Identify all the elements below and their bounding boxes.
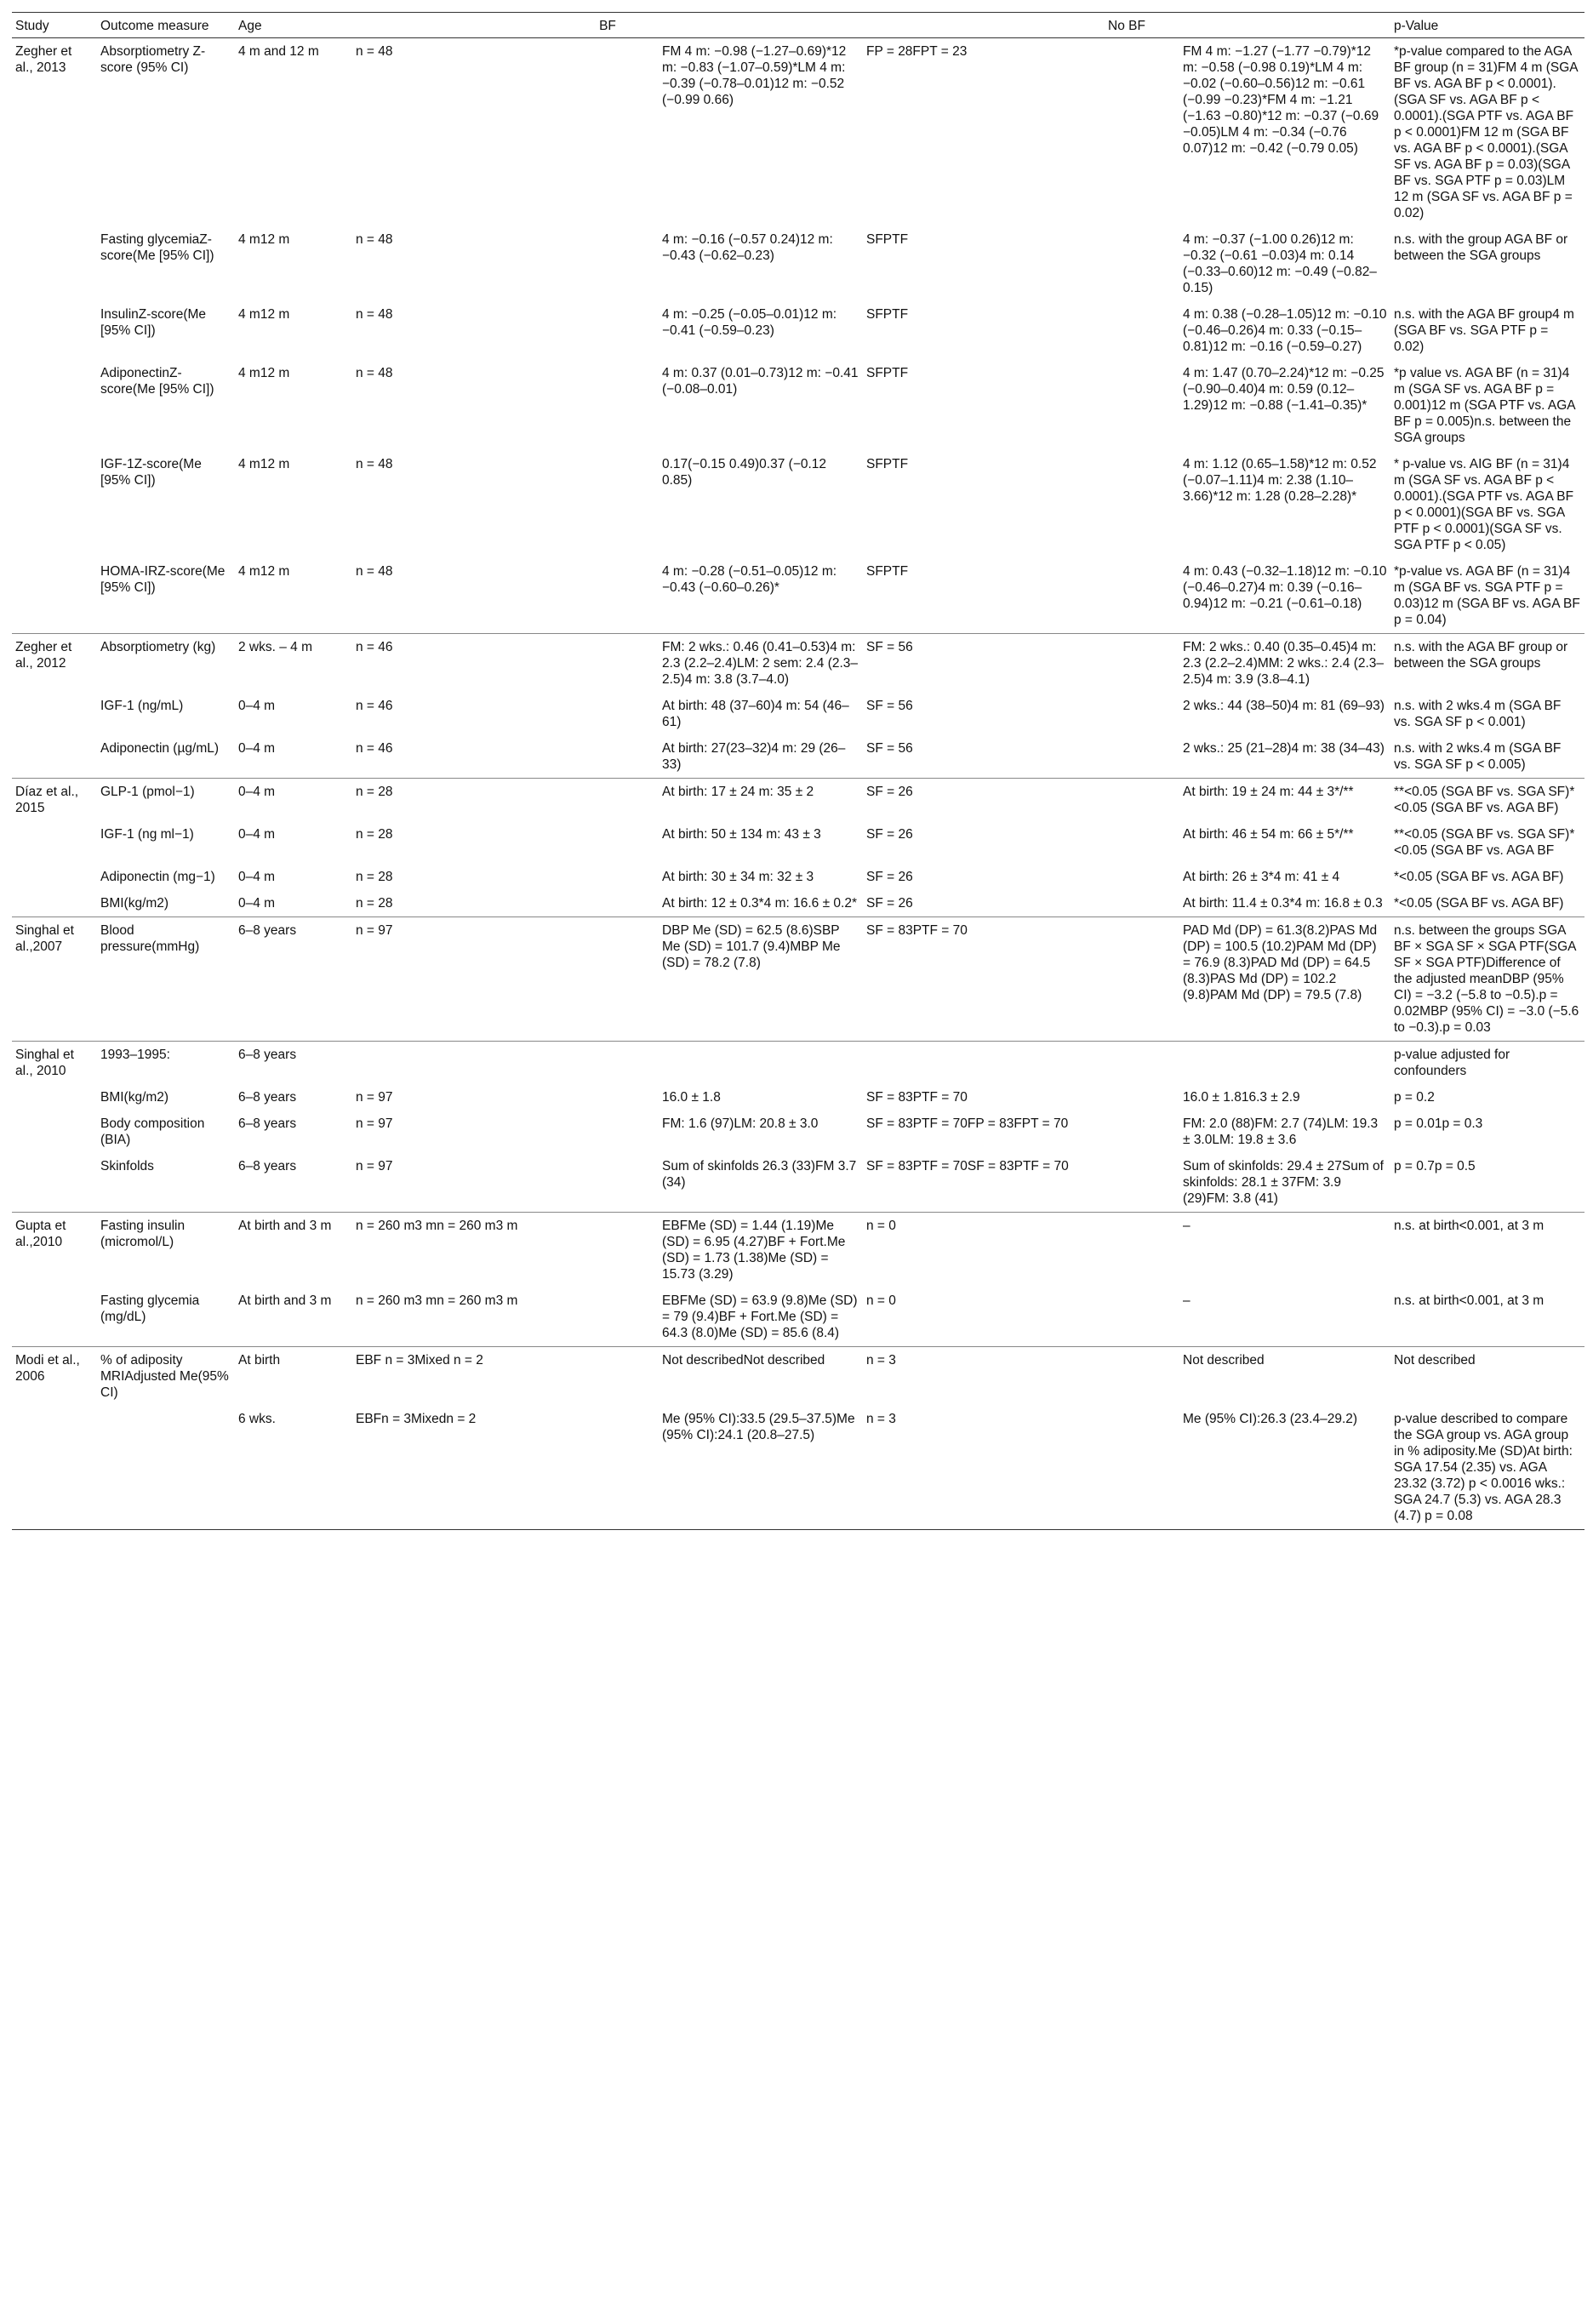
cell-study: Singhal et al.,2007 (12, 917, 97, 1042)
cell-no-bf-value: FM: 2 wks.: 0.40 (0.35–0.45)4 m: 2.3 (2.2–2.4)MM: 2 wks.: 2.4 (2.3–2.5)4 m: 3.9 (3.8–4.1) (1183, 640, 1385, 687)
cell-p-value: *p value vs. AGA BF (n = 31)4 m (SGA SF vs. AGA BF p = 0.001)12 m (SGA PTF vs. AGA BF p = 0.005)n.s. between the SGA groups (1394, 366, 1579, 445)
cell-bf-n: n = 28 (352, 890, 659, 917)
cell-outcome: IGF-1Z-score(Me [95% CI]) (100, 457, 206, 488)
cell-outcome: Absorptiometry Z-score (95% CI) (100, 44, 206, 75)
table-row (12, 1042, 1584, 1085)
cell-outcome: InsulinZ-score(Me [95% CI]) (100, 307, 210, 338)
cell-no-bf-n: SFPTF (866, 457, 909, 471)
cell-no-bf-n: SFPTF (866, 232, 909, 247)
cell-p-value: p-value adjusted for confounders (1394, 1048, 1514, 1078)
cell-no-bf-n: SFPTF (866, 366, 909, 380)
cell-study (12, 1406, 97, 1530)
cell-bf-n: n = 46 (352, 735, 659, 779)
cell-age: 4 m12 m (238, 366, 290, 380)
cell-age: 2 wks. – 4 m (238, 640, 312, 654)
table-row (12, 226, 1584, 301)
cell-no-bf-value: 4 m: 1.47 (0.70–2.24)*12 m: −0.25 (−0.90–0.40)4 m: 0.59 (0.12–1.29)12 m: −0.88 (−1.41–0.35)* (1183, 366, 1388, 413)
cell-bf-n: n = 46 (356, 699, 393, 713)
cell-no-bf-n: SF = 56 (863, 735, 1179, 779)
cell-outcome: GLP-1 (pmol−1) (100, 785, 195, 799)
cell-no-bf-value: FM 4 m: −1.27 (−1.77 −0.79)*12 m: −0.58 (−0.98 0.19)*LM 4 m: −0.02 (−0.60–0.56)12 m: −0.61 (−0.99 −0.23)*FM 4 m: −1.21 (−1.63 −0.80)*12 m: −0.37 (−0.69 −0.05)LM 4 m: −0.34 (−0.76 0.07)12 m: −0.42 (−0.79 0.05) (1183, 44, 1383, 156)
cell-study (12, 1111, 97, 1153)
cell-bf-value: At birth: 48 (37–60)4 m: 54 (46–61) (662, 699, 849, 729)
cell-p-value: p = 0.01p = 0.3 (1394, 1116, 1483, 1131)
cell-bf-value: At birth: 30 ± 34 m: 32 ± 3 (662, 870, 814, 884)
cell-age: At birth and 3 m (238, 1219, 332, 1233)
cell-age: At birth and 3 m (235, 1288, 352, 1347)
cell-bf-value: 0.17(−0.15 0.49)0.37 (−0.12 0.85) (662, 457, 831, 488)
cell-bf-n: n = 48 (356, 44, 393, 59)
cell-no-bf-n: SFPTF (863, 558, 1179, 634)
cell-no-bf-n (863, 1042, 1179, 1085)
cell-outcome: 1993–1995: (100, 1048, 170, 1062)
cell-bf-value: EBFMe (SD) = 63.9 (9.8)Me (SD) = 79 (9.4)BF + Fort.Me (SD) = 64.3 (8.0)Me (SD) = 85.6 (8.4) (659, 1288, 863, 1347)
cell-bf-n (352, 1042, 659, 1085)
cell-bf-value (659, 1042, 863, 1085)
table-row (12, 917, 1584, 1042)
cell-age: 6–8 years (238, 1116, 297, 1131)
cell-bf-n: n = 48 (356, 366, 393, 380)
table-row (12, 301, 1584, 360)
cell-no-bf-value: At birth: 46 ± 54 m: 66 ± 5*/** (1183, 827, 1354, 842)
cell-age: 4 m12 m (235, 558, 352, 634)
cell-bf-value: 16.0 ± 1.8 (662, 1090, 721, 1105)
table-row (12, 1111, 1584, 1153)
cell-outcome: HOMA-IRZ-score(Me [95% CI]) (97, 558, 235, 634)
cell-p-value: n.s. between the groups SGA BF × SGA SF × SGA PTF(SGA SF × SGA PTF)Difference of the adjusted meanDBP (95% CI) = −3.2 (−5.8 to −0.5).p = 0.02MBP (95% CI) = −3.0 (−5.6 to −0.3).p = 0.03 (1390, 917, 1584, 1042)
cell-no-bf-value: – (1183, 1219, 1190, 1233)
cell-bf-value: Not describedNot described (662, 1353, 825, 1368)
cell-bf-n: n = 48 (356, 307, 393, 322)
cell-outcome: BMI(kg/m2) (100, 1090, 169, 1105)
cell-age: 6 wks. (235, 1406, 352, 1530)
cell-no-bf-value: 16.0 ± 1.816.3 ± 2.9 (1183, 1090, 1300, 1105)
cell-study (12, 1084, 97, 1111)
cell-p-value: *p-value vs. AGA BF (n = 31)4 m (SGA BF vs. SGA PTF p = 0.03)12 m (SGA BF vs. AGA BF p = 0.04) (1390, 558, 1584, 634)
cell-bf-n: n = 48 (356, 232, 393, 247)
cell-outcome: Fasting glycemia (mg/dL) (97, 1288, 235, 1347)
cell-outcome: BMI(kg/m2) (97, 890, 235, 917)
cell-bf-value: 4 m: −0.25 (−0.05–0.01)12 m: −0.41 (−0.59–0.23) (662, 307, 841, 338)
cell-bf-n: n = 28 (356, 827, 393, 842)
cell-p-value: n.s. with the group AGA BF or between the SGA groups (1394, 232, 1572, 263)
cell-study: Modi et al., 2006 (15, 1353, 84, 1384)
cell-study (12, 360, 97, 451)
cell-p-value: n.s. with the AGA BF group or between the SGA groups (1394, 640, 1572, 671)
cell-study (12, 735, 97, 779)
table-row (12, 360, 1584, 451)
table-row (12, 1288, 1584, 1347)
cell-no-bf-n: SFPTF (866, 307, 909, 322)
cell-outcome: Adiponectin (µg/mL) (97, 735, 235, 779)
cell-no-bf-n: n = 3 (866, 1353, 896, 1368)
cell-study (12, 1288, 97, 1347)
header-bf: BF (352, 13, 863, 38)
cell-study (12, 890, 97, 917)
cell-no-bf-value: 2 wks.: 25 (21–28)4 m: 38 (34–43) (1179, 735, 1390, 779)
cell-bf-n: EBF n = 3Mixed n = 2 (356, 1353, 483, 1368)
cell-p-value: n.s. with 2 wks.4 m (SGA BF vs. SGA SF p < 0.001) (1394, 699, 1565, 729)
cell-bf-value: FM: 1.6 (97)LM: 20.8 ± 3.0 (662, 1116, 819, 1131)
cell-age: 6–8 years (235, 917, 352, 1042)
cell-study (12, 821, 97, 864)
cell-no-bf-n: n = 0 (866, 1219, 896, 1233)
cell-age: 4 m12 m (238, 232, 290, 247)
cell-age: 0–4 m (238, 785, 276, 799)
cell-no-bf-value: 4 m: 0.38 (−0.28–1.05)12 m: −0.10 (−0.46–0.26)4 m: 0.33 (−0.15–0.81)12 m: −0.16 (−0.59–0.27) (1183, 307, 1390, 354)
table-row (12, 1347, 1584, 1407)
cell-study (12, 226, 97, 301)
cell-outcome: IGF-1 (ng ml−1) (100, 827, 194, 842)
cell-p-value: *p-value compared to the AGA BF group (n = 31)FM 4 m (SGA BF vs. AGA BF p < 0.0001).(SGA SF vs. AGA BF p < 0.0001).(SGA PTF vs. AGA BF p < 0.0001)FM 12 m (SGA BF vs. AGA BF p < 0.0001).(SGA SF vs. AGA BF p = 0.03)(SGA BF vs. SGA PTF p = 0.03)LM 12 m (SGA SF vs. AGA BF p = 0.02) (1394, 44, 1582, 220)
cell-no-bf-value: At birth: 11.4 ± 0.3*4 m: 16.8 ± 0.3 (1179, 890, 1390, 917)
cell-age: 0–4 m (238, 870, 276, 884)
cell-no-bf-n: SF = 56 (866, 699, 913, 713)
cell-p-value: **<0.05 (SGA BF vs. SGA SF)*<0.05 (SGA BF vs. AGA BF (1394, 827, 1575, 858)
table-row (12, 1153, 1584, 1213)
cell-bf-value: FM 4 m: −0.98 (−1.27–0.69)*12 m: −0.83 (−1.07–0.59)*LM 4 m: −0.39 (−0.78–0.01)12 m: −0.52 (−0.99 0.66) (662, 44, 850, 107)
table-row (12, 735, 1584, 779)
table-row (12, 1084, 1584, 1111)
cell-bf-n: n = 260 m3 mn = 260 m3 m (352, 1288, 659, 1347)
header-no-bf: No BF (863, 13, 1390, 38)
cell-age: 0–4 m (235, 735, 352, 779)
cell-bf-n: n = 97 (356, 1090, 393, 1105)
cell-age: 6–8 years (235, 1153, 352, 1213)
cell-no-bf-value (1179, 1042, 1390, 1085)
cell-age: 0–4 m (238, 827, 276, 842)
cell-study: Zegher et al., 2013 (15, 44, 76, 75)
cell-bf-n: n = 97 (352, 917, 659, 1042)
cell-no-bf-n: SF = 83PTF = 70 (866, 1090, 968, 1105)
cell-bf-value: Sum of skinfolds 26.3 (33)FM 3.7 (34) (659, 1153, 863, 1213)
table-row (12, 890, 1584, 917)
cell-no-bf-value: At birth: 26 ± 3*4 m: 41 ± 4 (1183, 870, 1340, 884)
cell-p-value: p-value described to compare the SGA group vs. AGA group in % adiposity.Me (SD)At birth: SGA 17.54 (2.35) vs. AGA 23.32 (3.72) p < 0.0016 wks.: SGA 24.7 (5.3) vs. AGA 28.3 (4.7) p = 0.08 (1390, 1406, 1584, 1530)
study-outcomes-table (12, 12, 1584, 1530)
cell-bf-value: At birth: 27(23–32)4 m: 29 (26–33) (659, 735, 863, 779)
cell-bf-n: n = 46 (356, 640, 393, 654)
cell-bf-n: n = 48 (356, 457, 393, 471)
cell-bf-value: 4 m: 0.37 (0.01–0.73)12 m: −0.41 (−0.08–0.01) (662, 366, 862, 397)
cell-bf-value: At birth: 50 ± 134 m: 43 ± 3 (662, 827, 821, 842)
cell-p-value: *<0.05 (SGA BF vs. AGA BF) (1390, 890, 1584, 917)
cell-age: 6–8 years (238, 1048, 297, 1062)
cell-bf-value: FM: 2 wks.: 0.46 (0.41–0.53)4 m: 2.3 (2.2–2.4)LM: 2 sem: 2.4 (2.3–2.5)4 m: 3.8 (3.7–4.0) (662, 640, 859, 687)
header-age: Age (235, 13, 352, 38)
cell-no-bf-n: FP = 28FPT = 23 (866, 44, 968, 59)
cell-no-bf-n: SF = 26 (866, 870, 913, 884)
cell-p-value: n.s. with 2 wks.4 m (SGA BF vs. SGA SF p < 0.005) (1390, 735, 1584, 779)
cell-bf-value: 4 m: −0.28 (−0.51–0.05)12 m: −0.43 (−0.60–0.26)* (659, 558, 863, 634)
cell-no-bf-n: SF = 83PTF = 70FP = 83FPT = 70 (866, 1116, 1069, 1131)
cell-p-value: p = 0.2 (1394, 1090, 1435, 1105)
cell-outcome: Body composition (BIA) (100, 1116, 208, 1147)
table-body (12, 38, 1584, 1530)
cell-study (12, 1153, 97, 1213)
cell-bf-value: At birth: 12 ± 0.3*4 m: 16.6 ± 0.2* (659, 890, 863, 917)
table-row (12, 451, 1584, 558)
cell-no-bf-value: Sum of skinfolds: 29.4 ± 27Sum of skinfolds: 28.1 ± 37FM: 3.9 (29)FM: 3.8 (41) (1179, 1153, 1390, 1213)
cell-study: Zegher et al., 2012 (15, 640, 76, 671)
cell-no-bf-value: Not described (1183, 1353, 1265, 1368)
cell-study (12, 864, 97, 890)
cell-no-bf-n: n = 3 (863, 1406, 1179, 1530)
cell-outcome: Adiponectin (mg−1) (100, 870, 215, 884)
cell-p-value: n.s. at birth<0.001, at 3 m (1390, 1288, 1584, 1347)
table-row (12, 821, 1584, 864)
table-row (12, 693, 1584, 735)
cell-no-bf-value: Me (95% CI):26.3 (23.4–29.2) (1179, 1406, 1390, 1530)
table-row (12, 1406, 1584, 1530)
header-study: Study (12, 13, 97, 38)
cell-outcome: AdiponectinZ-score(Me [95% CI]) (100, 366, 214, 397)
cell-no-bf-value: 4 m: 1.12 (0.65–1.58)*12 m: 0.52 (−0.07–1.11)4 m: 2.38 (1.10–3.66)*12 m: 1.28 (0.28–2.28)* (1183, 457, 1380, 504)
cell-study: Díaz et al., 2015 (15, 785, 83, 815)
cell-bf-value: Me (95% CI):33.5 (29.5–37.5)Me (95% CI):24.1 (20.8–27.5) (659, 1406, 863, 1530)
cell-no-bf-value: 2 wks.: 44 (38–50)4 m: 81 (69–93) (1183, 699, 1385, 713)
cell-no-bf-value: 4 m: 0.43 (−0.32–1.18)12 m: −0.10 (−0.46–0.27)4 m: 0.39 (−0.16–0.94)12 m: −0.21 (−0.61–0.18) (1179, 558, 1390, 634)
cell-p-value: Not described (1394, 1353, 1476, 1368)
cell-p-value: p = 0.7p = 0.5 (1390, 1153, 1584, 1213)
cell-p-value: n.s. at birth<0.001, at 3 m (1394, 1219, 1544, 1233)
cell-p-value: *<0.05 (SGA BF vs. AGA BF) (1394, 870, 1564, 884)
cell-age: 4 m12 m (238, 307, 290, 322)
cell-outcome: Blood pressure(mmHg) (97, 917, 235, 1042)
cell-no-bf-n: n = 0 (863, 1288, 1179, 1347)
cell-bf-n: n = 48 (352, 558, 659, 634)
cell-outcome: Absorptiometry (kg) (100, 640, 216, 654)
cell-no-bf-value: 4 m: −0.37 (−1.00 0.26)12 m: −0.32 (−0.61 −0.03)4 m: 0.14 (−0.33–0.60)12 m: −0.49 (−0.82–0.15) (1183, 232, 1377, 295)
cell-p-value: n.s. with the AGA BF group4 m (SGA BF vs. SGA PTF p = 0.02) (1394, 307, 1579, 354)
cell-study (12, 301, 97, 360)
cell-p-value: **<0.05 (SGA BF vs. SGA SF)*<0.05 (SGA BF vs. AGA BF) (1394, 785, 1575, 815)
table-row (12, 779, 1584, 822)
cell-study (12, 693, 97, 735)
cell-age: 0–4 m (238, 699, 276, 713)
cell-bf-value: EBFMe (SD) = 1.44 (1.19)Me (SD) = 6.95 (4.27)BF + Fort.Me (SD) = 1.73 (1.38)Me (SD) = 15.73 (3.29) (662, 1219, 849, 1282)
cell-bf-n: n = 28 (356, 785, 393, 799)
cell-no-bf-n: SF = 56 (866, 640, 913, 654)
cell-no-bf-n: SF = 26 (863, 890, 1179, 917)
cell-study (12, 558, 97, 634)
cell-age: 6–8 years (238, 1090, 297, 1105)
cell-study (12, 451, 97, 558)
cell-outcome: % of adiposity MRIAdjusted Me(95% CI) (100, 1353, 233, 1400)
cell-age: At birth (238, 1353, 281, 1368)
cell-study: Gupta et al.,2010 (15, 1219, 70, 1249)
header-row (12, 13, 1584, 38)
cell-outcome: Fasting glycemiaZ-score(Me [95% CI]) (100, 232, 214, 263)
cell-bf-n: n = 260 m3 mn = 260 m3 m (356, 1219, 518, 1233)
cell-outcome: Skinfolds (97, 1153, 235, 1213)
cell-no-bf-value: FM: 2.0 (88)FM: 2.7 (74)LM: 19.3 ± 3.0LM: 19.8 ± 3.6 (1183, 1116, 1382, 1147)
cell-bf-value: 4 m: −0.16 (−0.57 0.24)12 m: −0.43 (−0.62–0.23) (662, 232, 837, 263)
table-row (12, 634, 1584, 694)
table-row (12, 38, 1584, 227)
cell-no-bf-value: PAD Md (DP) = 61.3(8.2)PAS Md (DP) = 100.5 (10.2)PAM Md (DP) = 76.9 (8.3)PAD Md (DP) = 64.5 (8.3)PAS Md (DP) = 102.2 (9.8)PAM Md (DP) = 79.5 (7.8) (1179, 917, 1390, 1042)
cell-no-bf-n: SF = 26 (866, 827, 913, 842)
cell-bf-n: n = 97 (356, 1116, 393, 1131)
cell-bf-n: EBFn = 3Mixedn = 2 (352, 1406, 659, 1530)
cell-no-bf-n: SF = 26 (866, 785, 913, 799)
cell-study: Singhal et al., 2010 (15, 1048, 78, 1078)
header-p-value: p-Value (1390, 13, 1584, 38)
cell-outcome: IGF-1 (ng/mL) (100, 699, 184, 713)
cell-no-bf-n: SF = 83PTF = 70 (863, 917, 1179, 1042)
cell-bf-value: At birth: 17 ± 24 m: 35 ± 2 (662, 785, 814, 799)
cell-outcome: Fasting insulin (micromol/L) (100, 1219, 189, 1249)
cell-no-bf-value: – (1179, 1288, 1390, 1347)
cell-no-bf-n: SF = 83PTF = 70SF = 83PTF = 70 (863, 1153, 1179, 1213)
cell-age: 4 m and 12 m (238, 44, 319, 59)
cell-outcome (97, 1406, 235, 1530)
header-outcome: Outcome measure (97, 13, 235, 38)
cell-age: 4 m12 m (238, 457, 290, 471)
cell-age: 0–4 m (235, 890, 352, 917)
cell-bf-n: n = 28 (356, 870, 393, 884)
cell-p-value: * p-value vs. AIG BF (n = 31)4 m (SGA SF vs. AGA BF p < 0.0001).(SGA PTF vs. AGA BF p < 0.0001)(SGA BF vs. SGA PTF p < 0.0001)(SGA SF vs. SGA PTF p < 0.05) (1394, 457, 1578, 552)
cell-bf-value: DBP Me (SD) = 62.5 (8.6)SBP Me (SD) = 101.7 (9.4)MBP Me (SD) = 78.2 (7.8) (659, 917, 863, 1042)
cell-bf-n: n = 97 (352, 1153, 659, 1213)
table-row (12, 1213, 1584, 1288)
table-row (12, 864, 1584, 890)
cell-no-bf-value: At birth: 19 ± 24 m: 44 ± 3*/** (1183, 785, 1354, 799)
table-row (12, 558, 1584, 634)
